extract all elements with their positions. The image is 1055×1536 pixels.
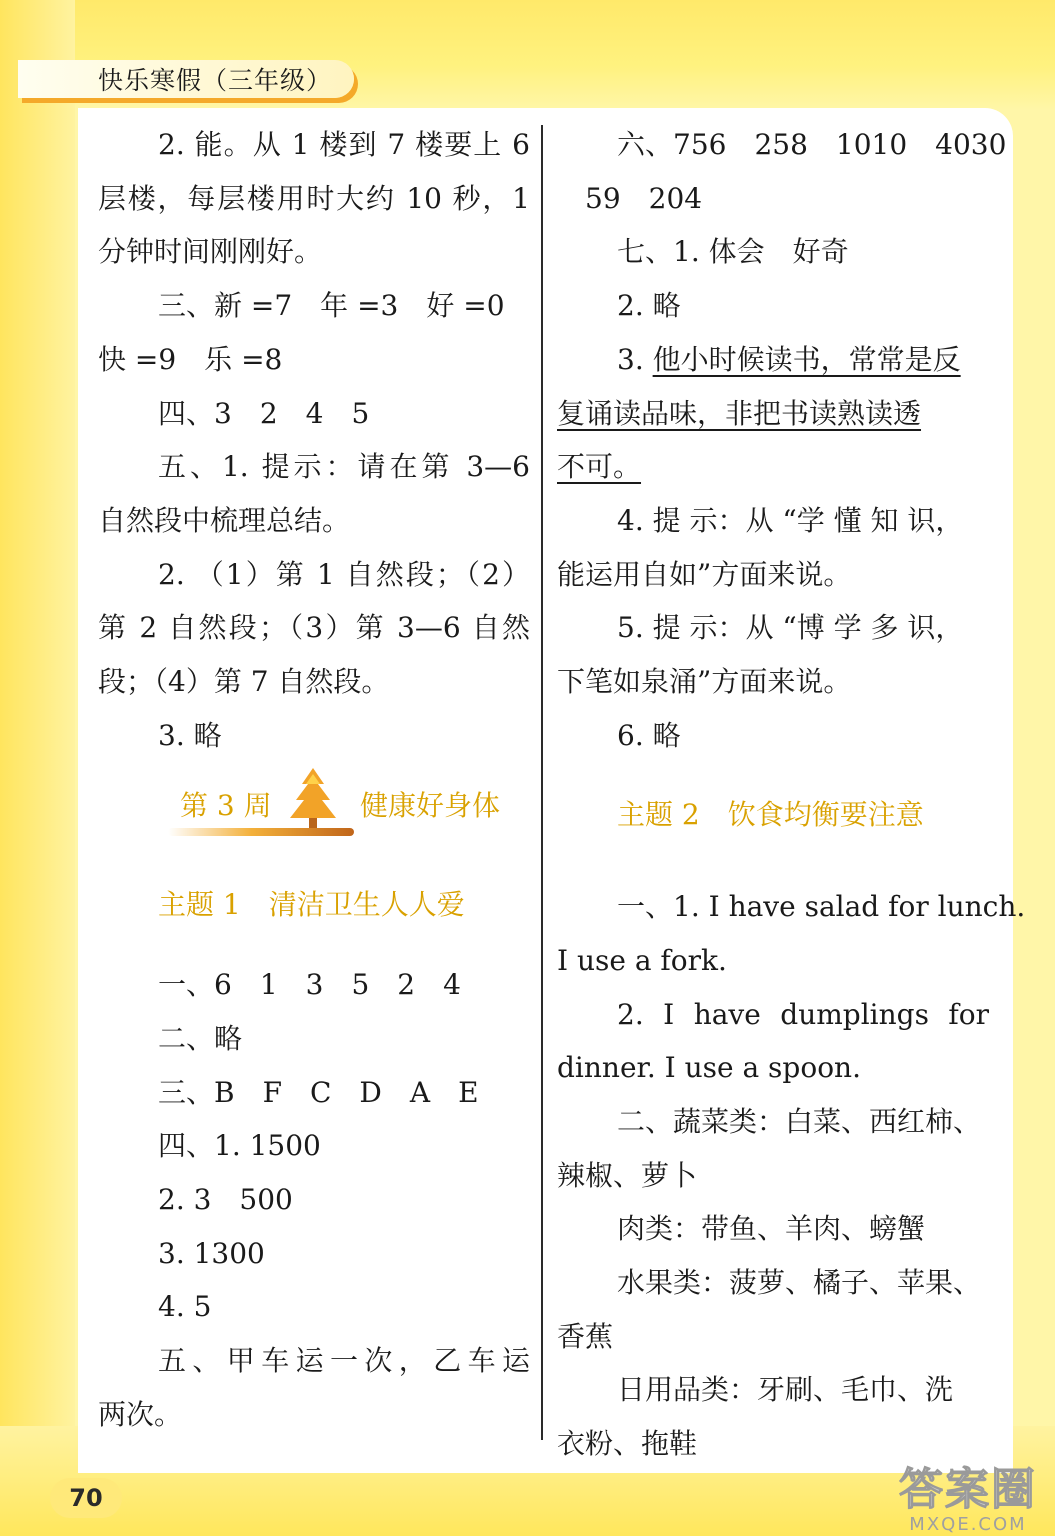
answer-line: 两次。 (98, 1397, 183, 1431)
answer-line: 衣粉、拖鞋 (557, 1427, 698, 1461)
underlined-answer: 他小时候读书，常常是反 (652, 342, 961, 376)
watermark-logo: 答案圈 (899, 1464, 1037, 1515)
left-column (98, 118, 530, 1441)
week-heading (98, 762, 530, 852)
book-title: 快乐寒假（三年级） (98, 66, 333, 95)
week-label: 第 3 周 (180, 789, 272, 823)
underlined-answer: 不可。 (557, 450, 642, 484)
answer-line: 五、1. 提示：请在第 3—6 (158, 450, 530, 484)
week-underline (168, 828, 354, 836)
answer-line: 肉类：带鱼、羊肉、螃蟹 (617, 1212, 926, 1246)
answer-line: 2. 略 (617, 289, 681, 323)
section-title: 主题 2 饮食均衡要注意 (617, 798, 924, 832)
answer-line: 快 =9 乐 =8 (98, 342, 283, 376)
answer-line: 2. 3 500 (158, 1182, 293, 1216)
answer-line: 日用品类：牙刷、毛巾、洗 (617, 1373, 954, 1407)
answer-line: 2. （1）第 1 自然段；（2） (158, 557, 530, 591)
answer-line: 水果类：菠萝、橘子、苹果、 (617, 1266, 982, 1300)
answer-line: 2. I have dumplings for (617, 997, 989, 1031)
watermark-url: MXQE.COM (909, 1514, 1027, 1535)
answer-line: 一、6 1 3 5 2 4 (158, 968, 461, 1002)
answer-line: 下笔如泉涌”方面来说。 (557, 665, 852, 699)
answer-line: 四、1. 1500 (158, 1129, 321, 1163)
answer-line: 4. 5 (158, 1290, 212, 1324)
page-number (50, 1478, 122, 1518)
answer-line: 四、3 2 4 5 (158, 396, 370, 430)
answer-line: 段；（4）第 7 自然段。 (98, 665, 390, 699)
answer-line: 3. 1300 (158, 1236, 265, 1270)
answer-line: 二、蔬菜类：白菜、西红柿、 (617, 1104, 982, 1138)
answer-line: 五、甲车运一次，乙车运 (158, 1344, 530, 1378)
answer-line: 自然段中梳理总结。 (98, 503, 351, 537)
underlined-answer: 复诵读品味，非把书读熟读透 (557, 396, 922, 430)
answer-line: 2. 能。从 1 楼到 7 楼要上 6 (158, 128, 530, 161)
answer-line: 七、1. 体会 好奇 (617, 235, 849, 269)
answer-line: 第 2 自然段；（3）第 3—6 自然 (98, 611, 530, 645)
answer-line: 分钟时间刚刚好。 (98, 235, 323, 269)
answer-line: 三、B F C D A E (158, 1075, 479, 1109)
watermark (899, 1466, 1037, 1535)
right-column (557, 118, 1026, 1471)
page-border-left (0, 0, 75, 1536)
answer-line: 层楼，每层楼用时大约 10 秒，1 (98, 181, 530, 215)
header-tab (18, 60, 354, 98)
answer-line: 三、新 =7 年 =3 好 =0 (158, 289, 505, 323)
answer-line: 一、1. I have salad for lunch. (617, 890, 1026, 924)
answer-line (557, 333, 989, 387)
answer-line: dinner. I use a spoon. (557, 1051, 861, 1085)
answer-line: 六、756 258 1010 4030 (617, 128, 1007, 161)
page-number-text: 70 (69, 1484, 103, 1512)
answer-line: 6. 略 (617, 718, 681, 752)
answer-line: 二、略 (158, 1021, 243, 1055)
answer-line: 香蕉 (557, 1319, 614, 1353)
answer-line: 4. 提 示：从 “学 懂 知 识， (617, 503, 964, 537)
tree-icon (284, 766, 342, 830)
answer-line: 辣椒、萝卜 (557, 1158, 698, 1192)
answer-line: 5. 提 示：从 “博 学 多 识， (617, 611, 964, 645)
answer-line: 3. 略 (158, 718, 222, 752)
section-title: 主题 1 清洁卫生人人爱 (158, 888, 465, 922)
column-divider (541, 125, 543, 1440)
week-title: 健康好身体 (360, 789, 501, 823)
answer-line: 59 204 (585, 181, 703, 215)
answer-line: 能运用自如”方面来说。 (557, 557, 852, 591)
answer-line: I use a fork. (557, 943, 727, 977)
answer-number: 3. (617, 342, 653, 376)
